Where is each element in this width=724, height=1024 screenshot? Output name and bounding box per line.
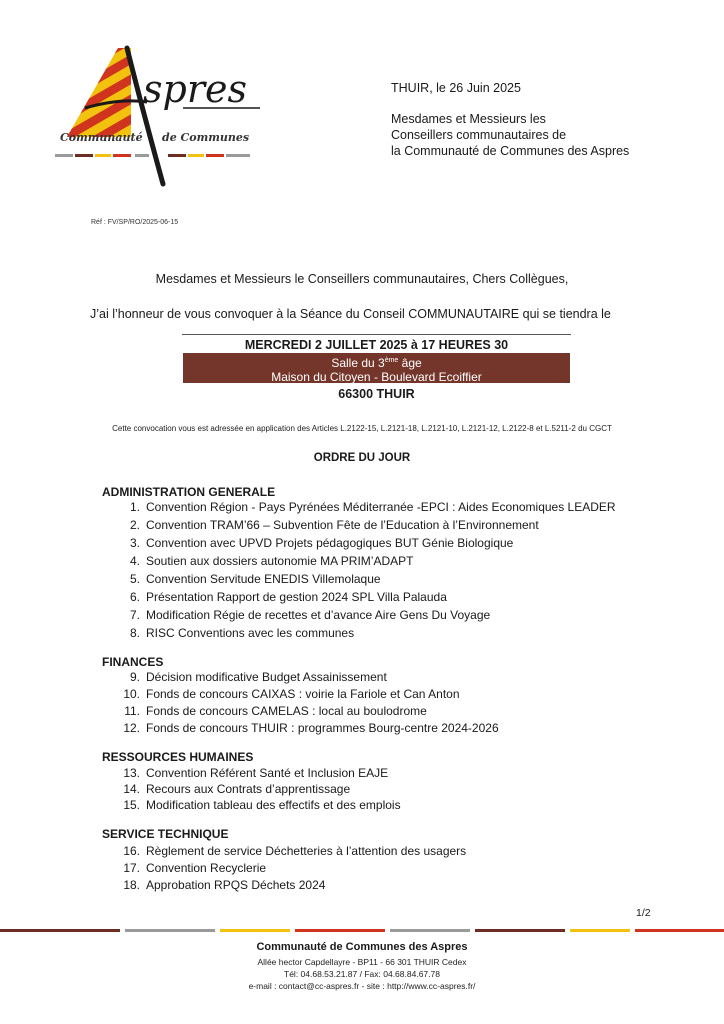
- agenda-item: 14. Recours aux Contrats d’apprentissage: [123, 782, 351, 796]
- legal-notice: Cette convocation vous est adressée en application des Articles L.2122-15, L.2121-18, L.2121-10, L.2121-12, L.2122-8 et L.5211-2 du CGCT: [112, 424, 612, 433]
- venue-band: [183, 353, 570, 383]
- recipient-line-2: Conseillers communautaires de: [391, 128, 567, 142]
- page-number: 1/2: [636, 907, 651, 919]
- agenda-item: 7. Modification Régie de recettes et d’avance Aire Gens Du Voyage: [129, 608, 491, 622]
- agenda-item: 15. Modification tableau des effectifs et des emplois: [123, 798, 401, 812]
- agenda-item: 10. Fonds de concours CAIXAS : voirie la Fariole et Can Anton: [123, 687, 460, 701]
- section-title: FINANCES: [102, 655, 164, 669]
- meeting-city: 66300 THUIR: [338, 387, 415, 401]
- greeting: Mesdames et Messieurs le Conseillers communautaires, Chers Collègues,: [155, 272, 569, 286]
- section-title: ADMINISTRATION GENERALE: [102, 485, 276, 499]
- agenda-item: 12. Fonds de concours THUIR : programmes Bourg-centre 2024-2026: [123, 721, 499, 735]
- agenda-item: 11. Fonds de concours CAMELAS : local au boulodrome: [124, 704, 427, 718]
- meeting-date: MERCREDI 2 JUILLET 2025 à 17 HEURES 30: [244, 338, 509, 352]
- agenda-item: 18. Approbation RPQS Déchets 2024: [123, 878, 326, 892]
- agenda-item: 17. Convention Recyclerie: [123, 861, 267, 875]
- reference: Réf : FV/SP/RO/2025-06-15: [91, 219, 179, 226]
- venue-line: Maison du Citoyen - Boulevard Ecoiffier: [271, 370, 482, 384]
- intro-text: J’ai l’honneur de vous convoquer à la Séance du Conseil COMMUNAUTAIRE qui se tiendra le: [90, 307, 611, 321]
- footer-contact: e-mail : contact@cc-aspres.fr - site : http://www.cc-aspres.fr/: [248, 981, 476, 991]
- recipient-line-3: la Communauté de Communes des Aspres: [391, 144, 630, 158]
- logo-line2: de Communes: [162, 131, 250, 144]
- section-title: SERVICE TECHNIQUE: [102, 827, 229, 841]
- recipient-line-1: Mesdames et Messieurs les: [391, 112, 546, 126]
- agenda-item: 13. Convention Référent Santé et Inclusion EAJE: [123, 766, 389, 780]
- agenda-item: 3. Convention avec UPVD Projets pédagogiques BUT Génie Biologique: [129, 536, 514, 550]
- room-line: Salle du 3ème âge: [331, 356, 422, 370]
- footer-address: Allée hector Capdellayre - BP11 - 66 301 THUIR Cedex: [257, 957, 467, 967]
- letter-date: THUIR, le 26 Juin 2025: [391, 81, 521, 95]
- footer-name: Communauté de Communes des Aspres: [256, 941, 468, 953]
- aspres-logo: [55, 44, 265, 194]
- footer-phone: Tél: 04.68.53.21.87 / Fax: 04.68.84.67.78: [284, 969, 440, 979]
- logo-line1: Communauté: [60, 131, 143, 144]
- agenda-item: 6. Présentation Rapport de gestion 2024 SPL Villa Palauda: [129, 590, 447, 604]
- agenda-title: ORDRE DU JOUR: [313, 452, 411, 464]
- agenda-item: 2. Convention TRAM’66 – Subvention Fête de l’Education à l’Environnement: [129, 518, 539, 532]
- footer-color-bar: [0, 929, 724, 932]
- divider: [182, 334, 571, 335]
- agenda-item: 1. Convention Région - Pays Pyrénées Méditerranée -EPCI : Aides Economiques LEADER: [129, 500, 616, 514]
- agenda-item: 9. Décision modificative Budget Assainissement: [129, 670, 387, 684]
- logo-word: spres: [143, 67, 247, 111]
- section-title: RESSOURCES HUMAINES: [102, 750, 254, 764]
- agenda-item: 8. RISC Conventions avec les communes: [129, 626, 355, 640]
- agenda-item: 4. Soutien aux dossiers autonomie MA PRIM’ADAPT: [129, 554, 414, 568]
- agenda-item: 5. Convention Servitude ENEDIS Villemolaque: [129, 572, 381, 586]
- agenda-item: 16. Règlement de service Déchetteries à l’attention des usagers: [123, 844, 467, 858]
